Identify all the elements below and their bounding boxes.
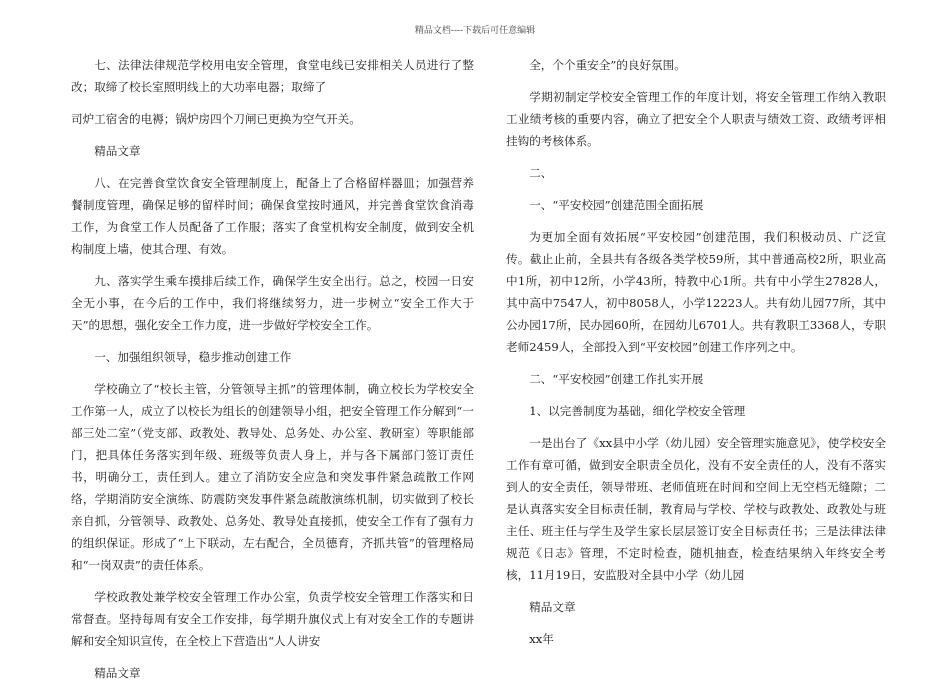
section-heading: 一、“平安校园”创建范围全面拓展	[529, 198, 704, 212]
left-column	[71, 54, 474, 694]
paragraph: 学校确立了“校长主管，分管领导主抓”的管理体制，确立校长为学校安全工作第一人，成立了以校长为组长的创建领导小组，把安全管理工作分解到“一部三处二室”（党支部、政教处、教导处、总务处、办公室、教研室）等职能部门，把具体任务落实到年级、班级等负责人身上，并与各下属部门签订责任书，明确分工，责任到人。建立了消防安全应急和突发事件紧急疏散工作网络，学期消防安全演练、防震防突发事件紧急疏散演练机制，切实做到了校长亲自抓，分管领导、政教处、总务处、教导处直接抓，使安全工作有了强有力的组织保证。形成了“上下联动，左右配合，全员德育，齐抓共管”的管理格局和“一岗双责”的责任体系。	[71, 382, 474, 572]
section-heading: 1、以完善制度为基础，细化学校安全管理	[529, 404, 746, 418]
paragraph: 九、落实学生乘车摸排后续工作，确保学生安全出行。总之，校园一日安全无小事，在今后的工作中，我们将继续努力，进一步树立“安全工作大于天”的思想，强化安全工作力度，进一步做好学校安全工作。	[71, 274, 474, 332]
paragraph: 八、在完善食堂饮食安全管理制度上，配备上了合格留样器皿；加强营养餐制度管理，确保足够的留样时间；确保食堂按时通风，并完善食堂饮食消毒工作，为食堂工作人员配备了工作服；落实了食堂机构安全制度，做到安全机构制度上墙，使其合理、有效。	[71, 176, 474, 256]
paragraph: 七、法律法律规范学校用电安全管理，食堂电线已安排相关人员进行了整改；取缔了校长室照明线上的大功率电器；取缔了	[71, 58, 474, 94]
paragraph: 一是出台了《xx县中小学（幼儿园）安全管理实施意见》，使学校安全工作有章可循，做到安全职责全员化，没有不安全责任的人，没有不落实到人的安全责任，领导带班、老师值班在时间和空间上无空档无缝隙；二是认真落实安全目标责任制，教育局与学校、学校与政教处、政教处与班主任、班主任与学生及学生家长层层签订安全目标责任书；三是法律法律规范《日志》管理，不定时检查，随机抽查，检查结果纳入年终安全考核，11月19日，安监股对全县中小学（幼儿园	[506, 436, 886, 582]
paragraph: 司炉工宿舍的电褥；锅炉房四个刀闸已更换为空气开关。	[71, 112, 361, 126]
right-column	[506, 54, 886, 660]
section-label: 精品文章	[94, 666, 141, 680]
paragraph: 学期初制定学校安全管理工作的年度计划，将安全管理工作纳入教职工业绩考核的重要内容，确立了把安全个人职责与绩效工资、政绩考评相挂钩的考核体系。	[506, 90, 886, 148]
paragraph: 全，个个重安全”的良好氛围。	[529, 58, 686, 72]
paragraph: xx年	[529, 632, 554, 646]
section-heading: 一、加强组织领导，稳步推动创建工作	[94, 350, 292, 364]
paragraph: 学校政教处兼学校安全管理工作办公室，负责学校安全管理工作落实和日常督查。坚持每周有安全工作安排，每学期升旗仪式上有对安全工作的专题讲解和安全知识宣传，在全校上下营造出“人人讲安	[71, 590, 474, 648]
section-heading: 二、“平安校园”创建工作扎实开展	[529, 372, 704, 386]
document-header-note: 精品文档----下载后可任意编辑	[414, 26, 536, 36]
section-label: 精品文章	[529, 600, 576, 614]
paragraph: 为更加全面有效拓展“平安校园”创建范围，我们积极动员、广泛宣传。截止止前，全县共有各级各类学校59所，其中普通高校2所，职业高中1所，初中12所，小学43所，特教中心1所。共有中小学生27828人，其中高中7547人，初中8058人，小学12223人。共有幼儿园77所，其中公办园17所，民办园60所，在园幼儿6701人。共有教职工3368人，专职老师2459人，全部投入到“平安校园”创建工作序列之中。	[506, 230, 886, 354]
section-label: 二、	[529, 166, 553, 180]
section-label: 精品文章	[94, 144, 141, 158]
